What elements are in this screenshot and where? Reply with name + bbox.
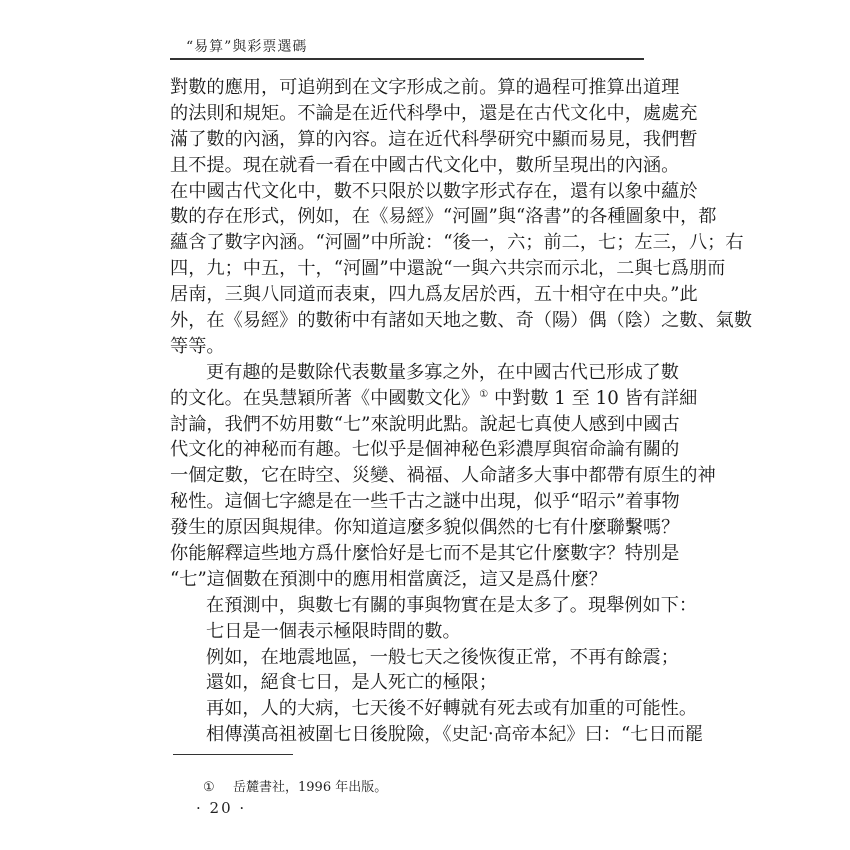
- running-head: “易算”與彩票選碼: [186, 39, 308, 55]
- footnote-text: 岳麓書社，1996 年出版。: [233, 780, 388, 795]
- text-line-with-footnote-ref: [170, 386, 698, 412]
- text-line: 你能解釋這些地方爲什麼恰好是七而不是其它什麼數字？特別是: [170, 543, 680, 565]
- text-line: 發生的原因與規律。你知道這麼多貌似偶然的七有什麼聯繫嗎？: [170, 517, 680, 539]
- text-line: 對數的應用，可追朔到在文字形成之前。算的過程可推算出道理: [170, 77, 680, 98]
- paragraph-start-line: 在預測中，與數七有關的事與物實在是太多了。現舉例如下：: [206, 594, 698, 616]
- text-line: 且不提。現在就看一看在中國古代文化中，數所呈現出的內涵。: [170, 154, 680, 176]
- text-line: 等等。: [170, 335, 225, 357]
- paragraph-start-line: 更有趣的是數除代表數量多寡之外，在中國古代已形成了數: [206, 361, 679, 383]
- text-line: “七”這個數在預測中的應用相當廣泛，這又是爲什麼？: [170, 568, 607, 590]
- footnote-reference[interactable]: ①: [479, 388, 489, 400]
- paragraph-start-line: 還如，絕食七日，是人死亡的極限；: [206, 672, 498, 694]
- paragraph-start-line: 例如，在地震地區，一般七天之後恢復正常，不再有餘震；: [206, 646, 679, 668]
- text-line: 四，九；中五，十，“河圖”中還說“一與六共宗而示北，二與七爲朋而: [170, 258, 726, 280]
- footnote-rule: [173, 754, 293, 755]
- text-line: 蘊含了數字內涵。“河圖”中所說：“後一，六；前二，七；左三，八；右: [170, 232, 744, 254]
- text-line: 滿了數的內涵，算的內容。這在近代科學研究中顯而易見，我們暫: [170, 128, 698, 150]
- footnote-mark: ①: [203, 780, 215, 795]
- paragraph-start-line: 相傳漢高祖被圍七日後脫險，《史記·高帝本紀》曰：“七日而罷: [206, 724, 704, 746]
- header-rule: [170, 58, 644, 60]
- body-text: [170, 75, 753, 748]
- text-line: 居南，三與八同道而表東，四九爲友居於西，五十相守在中央。”此: [170, 284, 698, 306]
- text-line: 討論，我們不妨用數“七”來說明此點。說起七真使人感到中國古: [170, 413, 680, 435]
- text-line: 在中國古代文化中，數不只限於以數字形式存在，還有以象中蘊於: [170, 180, 698, 202]
- text-line: 一個定數，它在時空、災變、禍福、人命諸多大事中都帶有原生的神: [170, 465, 716, 487]
- text-line: 秘性。這個七字總是在一些千古之謎中出現，似乎“昭示”着事物: [170, 491, 680, 513]
- text-segment: 的文化。在吳慧穎所著《中國數文化》: [170, 387, 480, 409]
- paragraph-start-line: 再如，人的大病，七天後不好轉就有死去或有加重的可能性。: [206, 698, 698, 720]
- text-line: 數的存在形式，例如，在《易經》“河圖”與“洛書”的各種圖象中，都: [170, 206, 717, 228]
- text-segment: 中對數 1 至 10 皆有詳細: [488, 387, 698, 409]
- text-line: 的法則和規矩。不論是在近代科學中，還是在古代文化中，處處充: [170, 102, 698, 124]
- paragraph-start-line: 七日是一個表示極限時間的數。: [206, 620, 461, 642]
- text-line: 代文化的神秘而有趣。七似乎是個神秘色彩濃厚與宿命論有關的: [170, 439, 680, 461]
- text-line: 外，在《易經》的數術中有諸如天地之數、奇（陽）偶（陰）之數、氣數: [170, 310, 753, 332]
- footnote: [203, 776, 387, 795]
- page-number: · 20 ·: [196, 799, 247, 817]
